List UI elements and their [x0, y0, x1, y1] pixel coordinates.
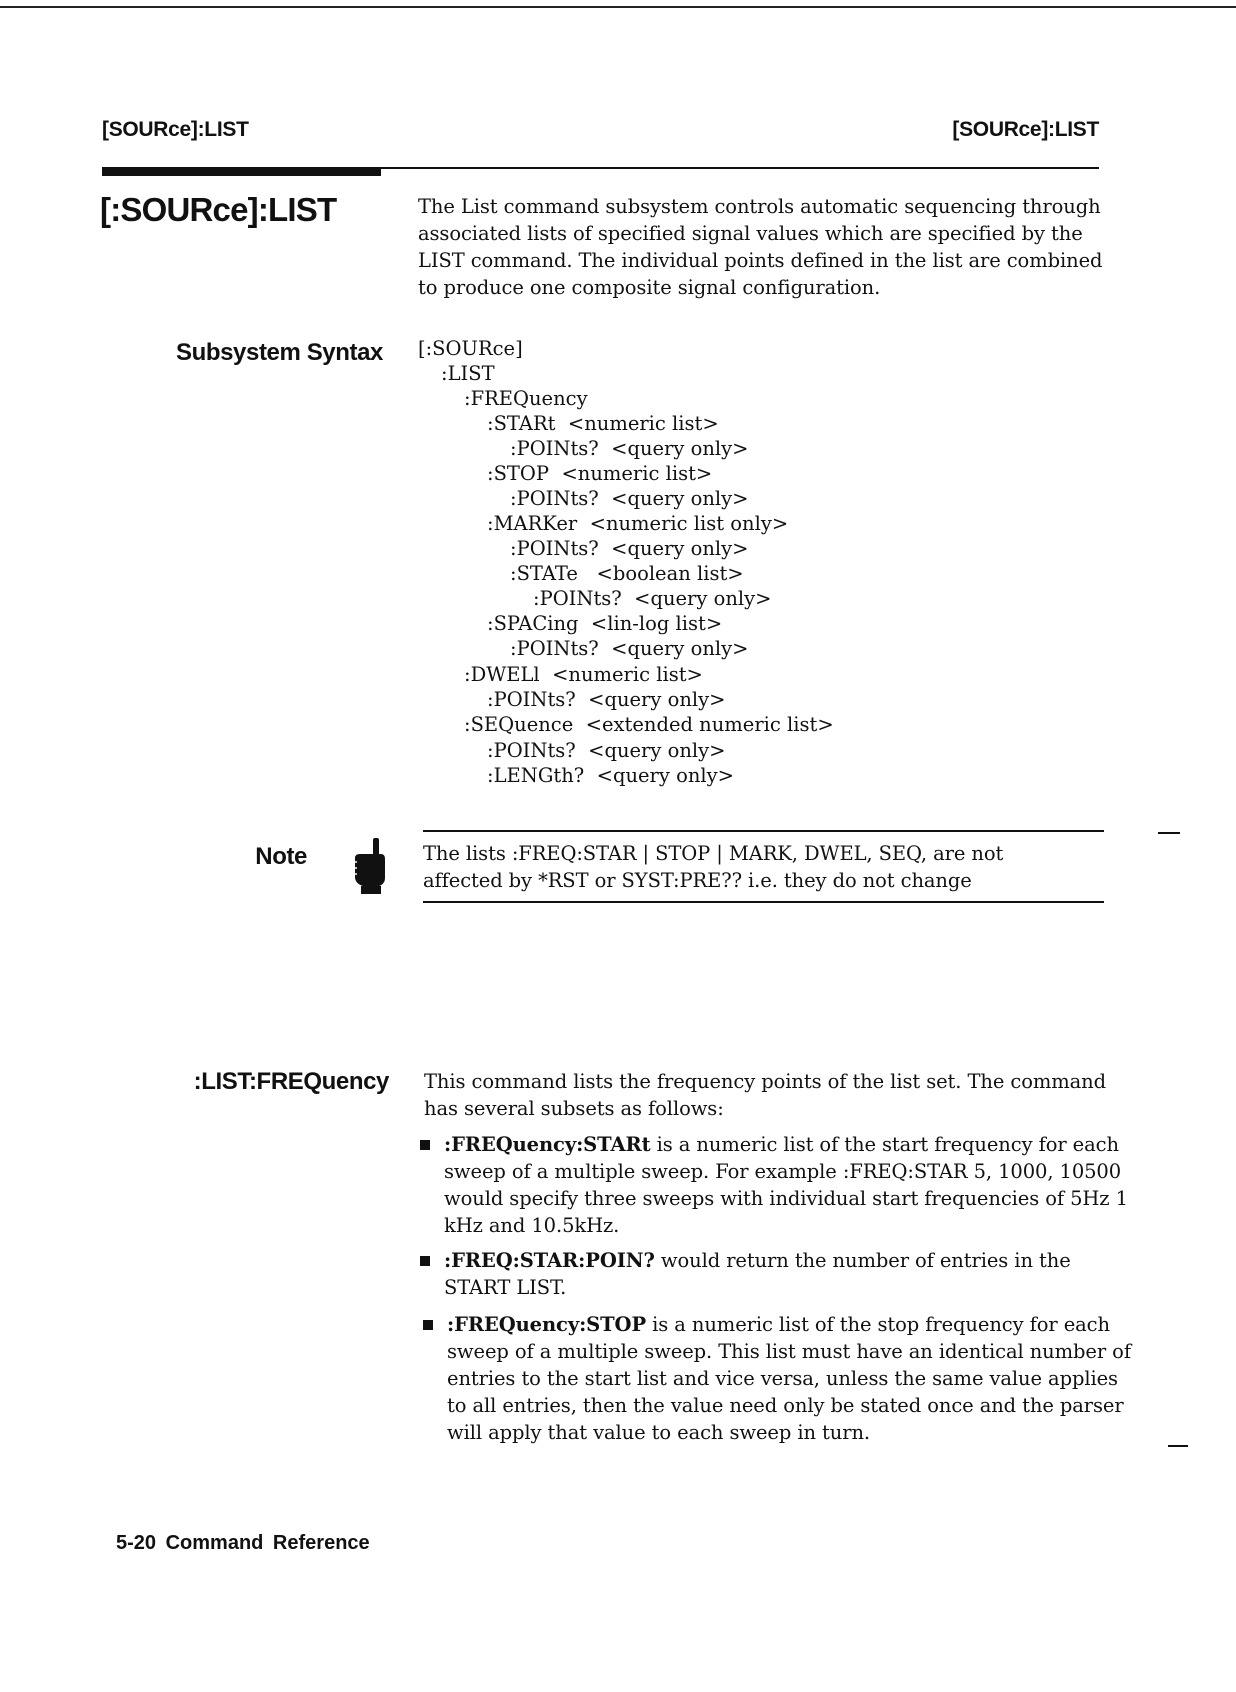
- syntax-line: :STOP <numeric list>: [487, 462, 713, 485]
- list-item: [444, 1247, 1134, 1301]
- bullet-square-icon: [420, 1140, 430, 1150]
- syntax-line: :POINts? <query only>: [533, 587, 772, 610]
- page-footer: [116, 1532, 370, 1555]
- bullet-square-icon: [420, 1256, 430, 1266]
- bullet-text: is a numeric list of the stop frequency for each sweep of a multiple sweep. This list must have an identical number of entries to the start list and vice versa, unless the same value applies to all entries, then the value need only be stated once and the parser will apply that value to each sweep in turn.: [447, 1313, 1131, 1444]
- syntax-line: :POINts? <query only>: [487, 688, 726, 711]
- syntax-line: :SEQuence <extended numeric list>: [464, 713, 834, 736]
- syntax-line: :POINts? <query only>: [510, 637, 749, 660]
- footer-section: Command Reference: [165, 1532, 370, 1554]
- bullet-term: :FREQuency:STARt: [444, 1133, 651, 1156]
- note-text: [423, 840, 1113, 894]
- note-rule-top: [423, 830, 1104, 832]
- list-item: [447, 1311, 1137, 1446]
- pointing-hand-icon: [351, 838, 387, 896]
- syntax-line: :FREQuency: [464, 387, 588, 410]
- bullet-term: :FREQuency:STOP: [447, 1313, 647, 1336]
- list-frequency-heading: :LIST:FREQuency: [193, 1068, 389, 1095]
- intro-paragraph: The List command subsystem controls automatic sequencing through associated lists of specified signal values which are specified by the LIST command. The individual points defined in the list are combined to produce one composite signal configuration.: [418, 195, 1103, 299]
- syntax-line: :POINts? <query only>: [487, 739, 726, 762]
- syntax-line: :STATe <boolean list>: [510, 562, 744, 585]
- subsystem-syntax-heading: Subsystem Syntax: [175, 339, 383, 366]
- bullet-text: would return the number of entries in the START LIST.: [444, 1249, 1071, 1299]
- syntax-line: :DWELl <numeric list>: [464, 663, 703, 686]
- bullet-term: :FREQ:STAR:POIN?: [444, 1249, 655, 1272]
- running-header-right: [SOURce]:LIST: [952, 118, 1099, 141]
- note-text-line: affected by *RST or SYST:PRE?? i.e. they do not change: [423, 869, 972, 892]
- syntax-line: :POINts? <query only>: [510, 537, 749, 560]
- syntax-line: [:SOURce]: [418, 337, 523, 360]
- section-rule-thick: [102, 167, 381, 176]
- syntax-line: :POINts? <query only>: [510, 487, 749, 510]
- running-header-left: [SOURce]:LIST: [102, 118, 249, 141]
- margin-mark: [1168, 1445, 1188, 1447]
- footer-page-number: 5-20: [116, 1532, 157, 1554]
- list-frequency-intro: This command lists the frequency points of the list set. The command has several subsets as follows:: [424, 1070, 1106, 1120]
- syntax-line: :LIST: [441, 362, 495, 385]
- bullet-square-icon: [423, 1320, 433, 1330]
- bullet-text: is a numeric list of the start frequency for each sweep of a multiple sweep. For example :FREQ:STAR 5, 1000, 10500 would specify three sweeps with individual start frequencies of 5Hz 1 kHz and 10.5kHz.: [444, 1133, 1128, 1237]
- list-item: [444, 1131, 1134, 1239]
- section-title: [:SOURce]:LIST: [100, 191, 337, 228]
- syntax-line: :MARKer <numeric list only>: [487, 512, 789, 535]
- note-heading: Note: [255, 843, 307, 870]
- syntax-line: :LENGth? <query only>: [487, 764, 734, 787]
- syntax-line: :POINts? <query only>: [510, 437, 749, 460]
- syntax-line: :SPACing <lin-log list>: [487, 612, 723, 635]
- page-top-rule: [0, 6, 1236, 8]
- note-text-line: The lists :FREQ:STAR | STOP | MARK, DWEL, SEQ, are not: [423, 842, 1004, 865]
- section-rule-thin: [381, 167, 1099, 169]
- note-rule-bottom: [423, 901, 1104, 903]
- margin-mark: [1158, 832, 1180, 834]
- syntax-line: :STARt <numeric list>: [487, 412, 719, 435]
